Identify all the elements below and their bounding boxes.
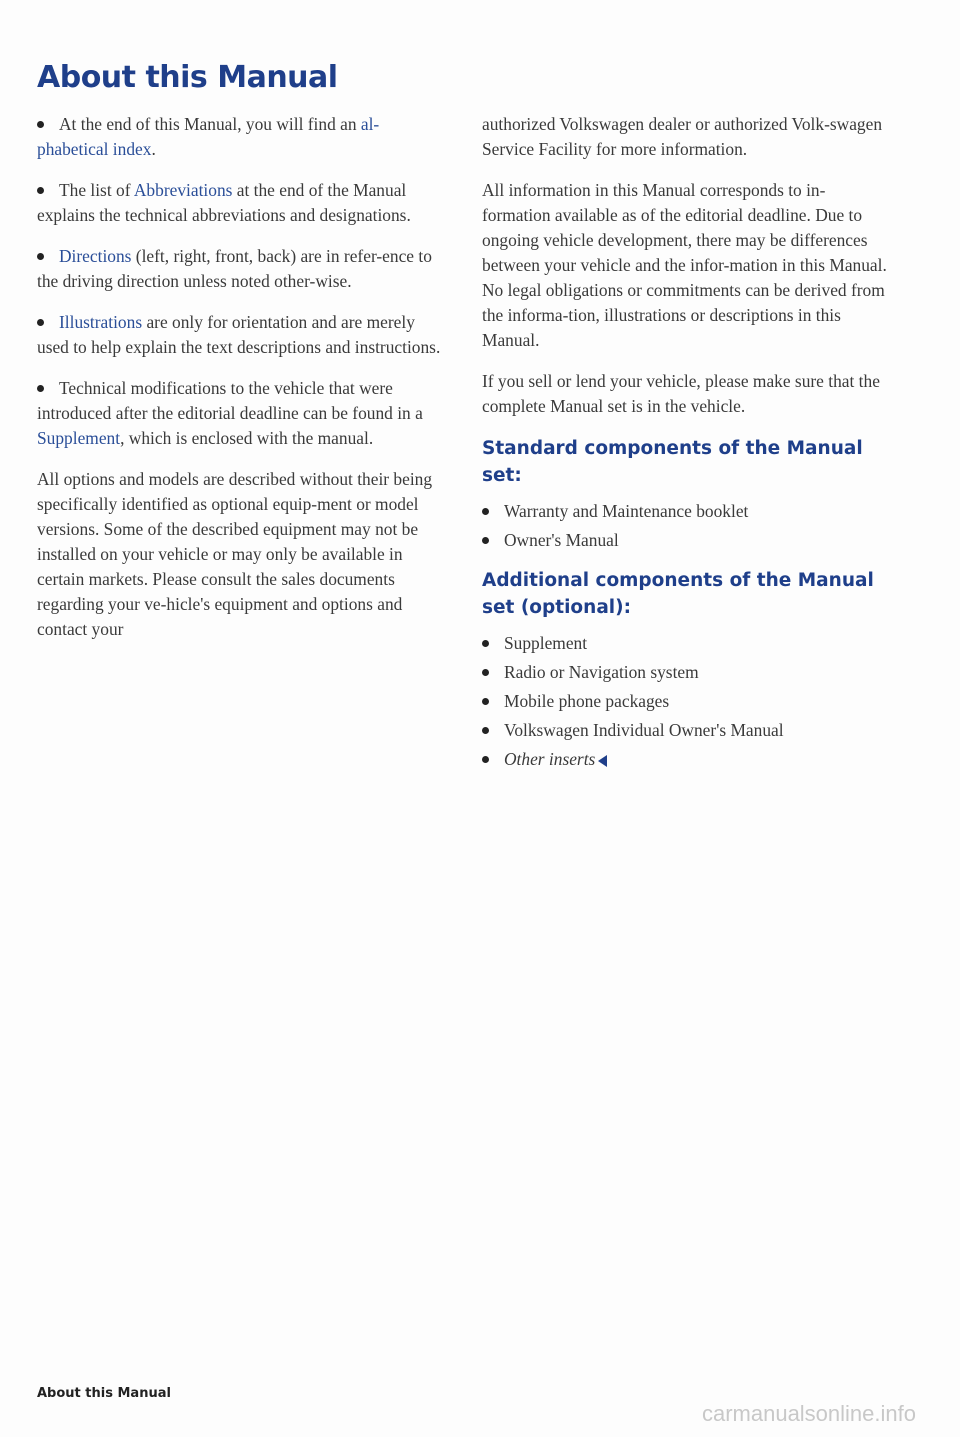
list-item [482,528,887,553]
bullet-text: At the end of this Manual, you will find an [59,114,361,134]
additional-components-heading: Additional components of the Manual set (optional): [482,570,874,618]
list-item-label: Supplement [504,633,588,653]
end-of-section-icon [598,755,607,767]
right-column [482,112,887,786]
bullet-abbreviations [37,178,447,228]
bullet-text: The list of [59,180,134,200]
list-item-label: Mobile phone packages [504,691,670,711]
bullet-dot-icon [482,508,489,515]
list-item [482,747,887,772]
list-item-label: Other inserts [504,749,596,769]
bullet-dot-icon [37,385,44,392]
bullet-dot-icon [37,253,44,260]
supplement-link[interactable]: Supplement [37,428,121,448]
list-item [482,660,887,685]
sell-paragraph: If you sell or lend your vehicle, please make sure that the complete Manual set is in the vehicle. [482,371,880,416]
additional-components-list [482,631,887,772]
list-item [482,631,887,656]
illustrations-link[interactable]: Illustrations [59,312,143,332]
bullet-supplement [37,376,447,451]
index-link[interactable]: al-phabetical index [37,114,380,159]
options-paragraph: All options and models are described without their being specifically identified as optional equip-ment or model versions. Some of the described equipment may not be installed on your vehicle or may only be available in certain markets. Please consult the sales documents regarding your ve-hicle's equipment and options and contact your [37,469,433,639]
bullet-dot-icon [482,756,489,763]
list-item-label: Owner's Manual [504,530,619,550]
bullet-text: (left, right, front, back) are in refer-ence to the driving direction unless noted other-wise. [37,246,432,291]
standard-components-list [482,499,887,553]
list-item-label: Radio or Navigation system [504,662,699,682]
bullet-text: Technical modifications to the vehicle that were introduced after the editorial deadline can be found in a [37,378,423,423]
bullet-dot-icon [37,187,44,194]
bullet-dot-icon [37,121,44,128]
bullet-text: , which is enclosed with the manual. [120,428,374,448]
bullet-dot-icon [482,537,489,544]
abbreviations-link[interactable]: Abbreviations [133,180,233,200]
dealer-paragraph: authorized Volkswagen dealer or authorized Volk-swagen Service Facility for more information. [482,114,883,159]
standard-components-heading: Standard components of the Manual set: [482,438,863,486]
bullet-dot-icon [482,640,489,647]
page-footer: About this Manual [37,1386,171,1401]
bullet-dot-icon [37,319,44,326]
bullet-dot-icon [482,727,489,734]
bullet-text: at the end of the Manual explains the technical abbreviations and designations. [37,180,411,225]
bullet-index [37,112,447,162]
directions-link[interactable]: Directions [59,246,132,266]
bullet-directions [37,244,447,294]
list-item [482,718,887,743]
list-item-label: Warranty and Maintenance booklet [504,501,749,521]
page-title: About this Manual [37,60,338,95]
bullet-text: are only for orientation and are merely used to help explain the text descriptions and instructions. [37,312,441,357]
watermark: carmanualsonline.info [701,1401,916,1426]
left-column [37,112,447,658]
list-item-label: Volkswagen Individual Owner's Manual [504,720,784,740]
bullet-dot-icon [482,669,489,676]
bullet-illustrations [37,310,447,360]
bullet-text: . [151,139,156,159]
list-item [482,689,887,714]
bullet-dot-icon [482,698,489,705]
information-paragraph: All information in this Manual corresponds to in-formation available as of the editorial deadline. Due to ongoing vehicle development, there may be differences between your vehicle and the infor-mation in this Manual. No legal obligations or commitments can be derived from the informa-tion, illustrations or descriptions in this Manual. [482,180,887,350]
list-item [482,499,887,524]
